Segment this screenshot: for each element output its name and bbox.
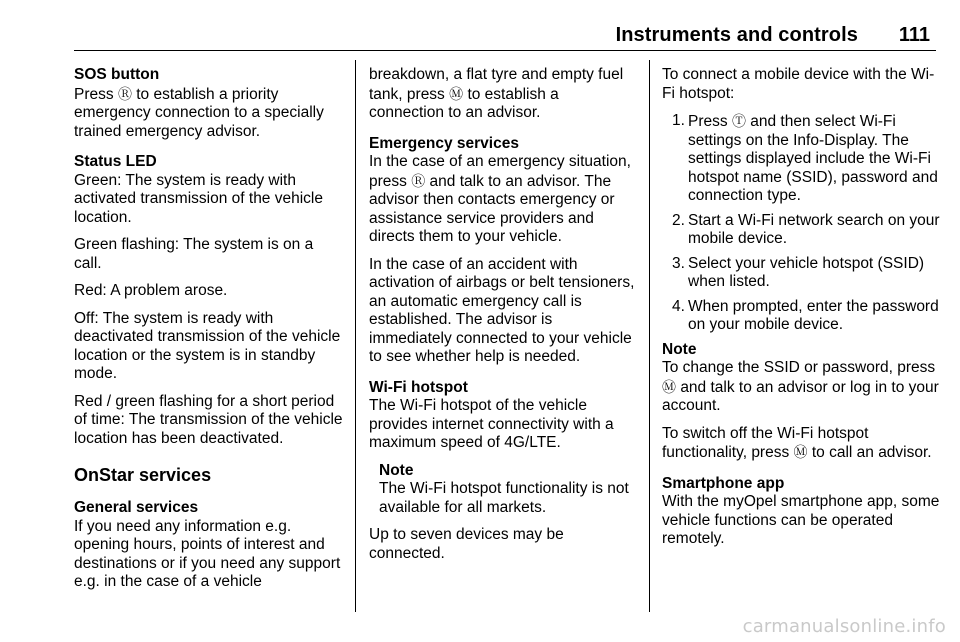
note-title: Note	[662, 340, 697, 358]
wifi-paragraph: The Wi-Fi hotspot of the vehicle provides internet connectivity with a maximum speed of 4G/LTE.	[369, 397, 614, 451]
onstar-button-icon: Ⓜ	[662, 378, 676, 395]
connect-intro: To connect a mobile device with the Wi-Fi hotspot:	[662, 66, 935, 102]
column-divider	[355, 60, 356, 612]
column-divider	[649, 60, 650, 612]
column-3	[662, 66, 942, 558]
status-led-heading: Status LED	[74, 153, 157, 170]
led-redgreen-text: Red / green flashing for a short period of time: The transmission of the vehicle location has been deactivated.	[74, 392, 343, 447]
emergency-paragraph: In the case of an emergency situation, press Ⓡ and talk to an advisor. The advisor then contacts emergency or assistance service providers and directs them to your vehicle.	[369, 153, 631, 245]
list-item: 2. Start a Wi-Fi network search on your mobile device.	[672, 211, 940, 247]
wifi-hotspot-heading: Wi-Fi hotspot	[369, 378, 468, 396]
wifi-icon: Ⓣ	[731, 113, 746, 129]
note-text: The Wi-Fi hotspot functionality is not available for all markets.	[379, 480, 629, 516]
list-item: 3. Select your vehicle hotspot (SSID) when listed.	[672, 254, 925, 290]
note-title: Note	[379, 461, 414, 479]
onstar-button-icon: Ⓜ	[449, 85, 464, 102]
page-number: 111	[898, 24, 930, 46]
smartphone-app-text: With the myOpel smartphone app, some vehicle functions can be operated remotely.	[662, 493, 940, 547]
sos-button-icon: Ⓡ	[117, 85, 132, 102]
onstar-button-icon: Ⓜ	[793, 444, 808, 460]
general-services-text: If you need any information e.g. opening hours, points of interest and destinations or if you need any support e.g. in the case of a vehicle	[74, 517, 341, 590]
note-box	[662, 341, 942, 416]
led-red-text: Red: A problem arose.	[74, 282, 228, 299]
led-green-text: Green: The system is ready with activated transmission of the vehicle location.	[74, 171, 323, 226]
switchoff-paragraph: To switch off the Wi-Fi hotspot functionality, press Ⓜ to call an advisor.	[662, 424, 932, 461]
continued-paragraph: breakdown, a flat tyre and empty fuel tank, press Ⓜ to establish a connection to an advisor.	[369, 66, 624, 121]
led-green-flash-text: Green flashing: The system is on a call.	[74, 236, 314, 272]
devices-paragraph: Up to seven devices may be connected.	[369, 526, 564, 562]
note-text: To change the SSID or password, press Ⓜ and talk to an advisor or log in to your account.	[662, 359, 939, 414]
section-title: OnStar services	[74, 465, 212, 485]
list-item: 1. Press Ⓣ and then select Wi-Fi settings on the Info-Display. The settings displayed include the Wi-Fi hotspot name (SSID), password and connection type.	[672, 112, 938, 204]
sos-button-icon: Ⓡ	[411, 172, 426, 189]
watermark: carmanualsonline.info	[742, 616, 946, 637]
general-services-heading: General services	[74, 499, 199, 516]
page-header	[74, 24, 936, 51]
connect-steps	[662, 112, 942, 335]
emergency-services-heading: Emergency services	[369, 134, 519, 152]
note-box	[379, 462, 637, 518]
smartphone-app-heading: Smartphone app	[662, 474, 785, 492]
sos-heading: SOS button	[74, 66, 160, 83]
page-title: Instruments and controls	[615, 24, 858, 46]
accident-paragraph: In the case of an accident with activation of airbags or belt tensioners, an automatic emergency call is established. The advisor is immediately connected to your vehicle to see whether help is needed.	[369, 255, 635, 365]
sos-paragraph: Press Ⓡ to establish a priority emergency connection to a specially trained emergency advisor.	[74, 85, 324, 140]
column-2	[369, 66, 637, 572]
list-item: 4. When prompted, enter the password on your mobile device.	[672, 297, 939, 333]
column-1	[74, 66, 344, 601]
led-off-text: Off: The system is ready with deactivated transmission of the vehicle location or the system is in standby mode.	[74, 309, 341, 382]
